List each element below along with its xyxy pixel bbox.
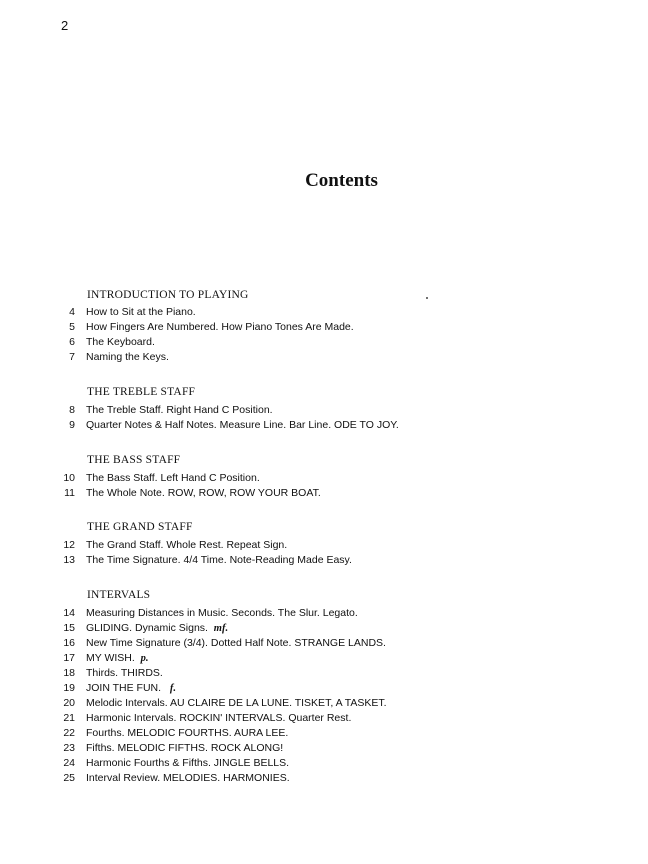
toc-entry: [50, 306, 610, 321]
section-heading-grand-staff: THE GRAND STAFF: [87, 521, 193, 533]
toc-entry: [50, 622, 610, 637]
section-heading-treble-staff: THE TREBLE STAFF: [87, 386, 196, 398]
entry-page: 24: [63, 757, 75, 769]
toc-entry: [50, 697, 610, 712]
toc-entry: [50, 667, 610, 682]
entry-page: 18: [63, 667, 75, 679]
section-heading-introduction: INTRODUCTION TO PLAYING: [87, 289, 249, 301]
entry-text: Measuring Distances in Music. Seconds. The Slur. Legato.: [86, 607, 358, 619]
entry-page: 14: [63, 607, 75, 619]
entry-text: The Whole Note. ROW, ROW, ROW YOUR BOAT.: [86, 487, 321, 499]
entry-text: MY WISH.: [86, 652, 135, 664]
entry-page: 6: [69, 336, 75, 348]
entry-text: How to Sit at the Piano.: [86, 306, 196, 318]
entry-page: 22: [63, 727, 75, 739]
entry-page: 10: [63, 472, 75, 484]
entry-text: The Grand Staff. Whole Rest. Repeat Sign.: [86, 539, 288, 551]
entry-text: The Treble Staff. Right Hand C Position.: [86, 404, 273, 416]
toc-entry: [50, 637, 610, 652]
entry-page: 16: [63, 637, 75, 649]
entry-page: 17: [63, 652, 75, 664]
toc-entry: [50, 539, 610, 554]
toc-entry: [50, 712, 610, 727]
entry-text: Quarter Notes & Half Notes. Measure Line. Bar Line. ODE TO JOY.: [86, 419, 399, 431]
entry-page: 13: [63, 554, 75, 566]
toc-entry: [50, 727, 610, 742]
entry-text: Naming the Keys.: [86, 351, 169, 363]
entry-page: 4: [69, 306, 75, 318]
entry-text: The Keyboard.: [86, 336, 155, 348]
entry-page: 8: [69, 404, 75, 416]
entry-page: 12: [63, 539, 75, 551]
entry-text: The Bass Staff. Left Hand C Position.: [86, 472, 260, 484]
entry-page: 25: [63, 772, 75, 784]
toc-entry: [50, 652, 610, 667]
entry-page: 11: [64, 487, 75, 499]
toc-entry: [50, 682, 610, 697]
toc-entry: [50, 757, 610, 772]
dynamic-symbol: f.: [169, 683, 176, 694]
toc-entry: [50, 487, 610, 502]
dynamic-symbol: p.: [140, 653, 149, 664]
entry-text: Harmonic Fourths & Fifths. JINGLE BELLS.: [86, 757, 290, 769]
entry-page: 15: [63, 622, 75, 634]
entry-page: 20: [63, 697, 75, 709]
entry-page: 23: [63, 742, 75, 754]
entry-text: Melodic Intervals. AU CLAIRE DE LA LUNE. TISKET, A TASKET.: [86, 697, 387, 709]
stray-mark: [426, 297, 428, 299]
toc-entry: [50, 742, 610, 757]
entry-page: 19: [63, 682, 75, 694]
entry-text: GLIDING. Dynamic Signs.: [86, 622, 208, 634]
entry-page: 5: [69, 321, 75, 333]
toc-entry: [50, 607, 610, 622]
dynamic-symbol: mf.: [213, 623, 229, 634]
page-title: Contents: [305, 170, 378, 191]
entry-text: The Time Signature. 4/4 Time. Note-Reading Made Easy.: [86, 554, 352, 566]
entry-page: 7: [69, 351, 75, 363]
page-number: 2: [61, 18, 69, 33]
toc-entry: [50, 554, 610, 569]
entry-text: How Fingers Are Numbered. How Piano Tones Are Made.: [86, 321, 354, 333]
entry-text: JOIN THE FUN.: [86, 682, 162, 694]
entry-text: Thirds. THIRDS.: [86, 667, 163, 679]
toc-entry: [50, 772, 610, 787]
toc-entry: [50, 336, 610, 351]
entry-text: Fourths. MELODIC FOURTHS. AURA LEE.: [86, 727, 289, 739]
section-heading-intervals: INTERVALS: [87, 589, 151, 601]
toc-entry: [50, 419, 610, 434]
entry-page: 21: [63, 712, 75, 724]
entry-text: Interval Review. MELODIES. HARMONIES.: [86, 772, 290, 784]
entry-text: New Time Signature (3/4). Dotted Half Note. STRANGE LANDS.: [86, 637, 386, 649]
entry-page: 9: [69, 419, 75, 431]
toc-entry: [50, 404, 610, 419]
toc-entry: [50, 351, 610, 366]
toc-entry: [50, 472, 610, 487]
toc-entry: [50, 321, 610, 336]
entry-text: Fifths. MELODIC FIFTHS. ROCK ALONG!: [86, 742, 284, 754]
section-heading-bass-staff: THE BASS STAFF: [87, 454, 181, 466]
entry-text: Harmonic Intervals. ROCKIN' INTERVALS. Quarter Rest.: [86, 712, 352, 724]
